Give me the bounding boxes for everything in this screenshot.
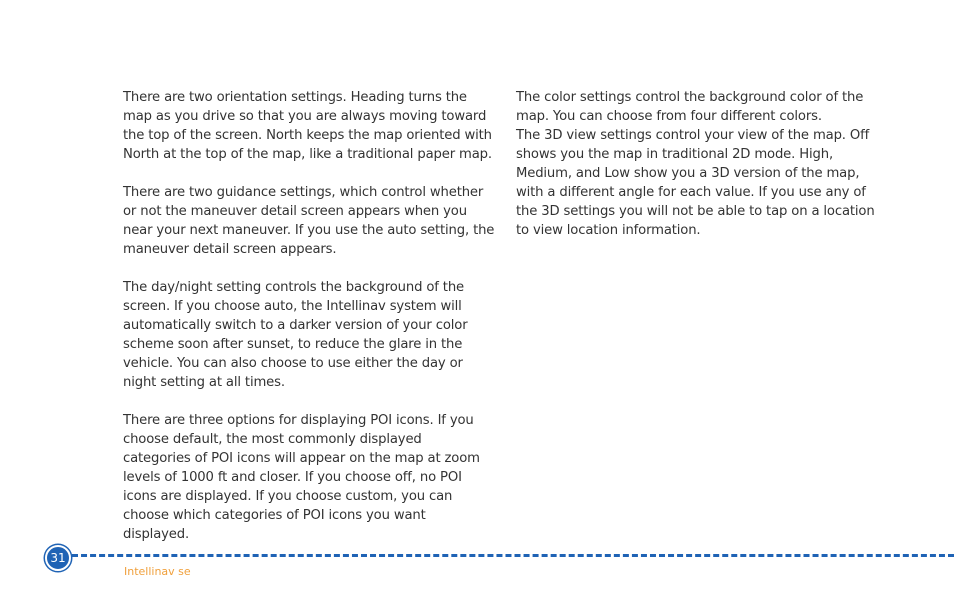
guidance-paragraph: There are two guidance settings, which control whether or not the maneuver detail screen appears when you near your next maneuver. If you use the auto setting, the maneuver detail screen appears. xyxy=(123,185,495,257)
3d-view-paragraph: The 3D view settings control your view of the map. Off shows you the map in traditional 2D mode. High, Medium, and Low show you a 3D version of the map, with a different angle for each value. If you use any of the 3D settings you will not be able to tap on a location to view location information. xyxy=(516,128,875,238)
color-settings-paragraph: The color settings control the background color of the map. You can choose from four different colors. xyxy=(516,90,864,124)
footer-section-label: Intellinav se xyxy=(124,565,191,578)
footer-divider xyxy=(72,554,954,557)
page-number-badge: 31 xyxy=(45,545,71,571)
left-column xyxy=(123,88,501,563)
poi-icons-paragraph: There are three options for displaying POI icons. If you choose default, the most commonly displayed categories of POI icons will appear on the map at zoom levels of 1000 ft and closer. If you choose off, no POI icons are displayed. If you choose custom, you can choose which categories of POI icons you want displayed. xyxy=(123,413,480,542)
orientation-paragraph: There are two orientation settings. Heading turns the map as you drive so that you are always moving toward the top of the screen. North keeps the map oriented with North at the top of the map, like a traditional paper map. xyxy=(123,90,492,162)
day-night-paragraph: The day/night setting controls the background of the screen. If you choose auto, the Intellinav system will automatically switch to a darker version of your color scheme soon after sunset, to reduce the glare in the vehicle. You can also choose to use either the day or night setting at all times. xyxy=(123,280,468,390)
right-column xyxy=(516,88,894,240)
